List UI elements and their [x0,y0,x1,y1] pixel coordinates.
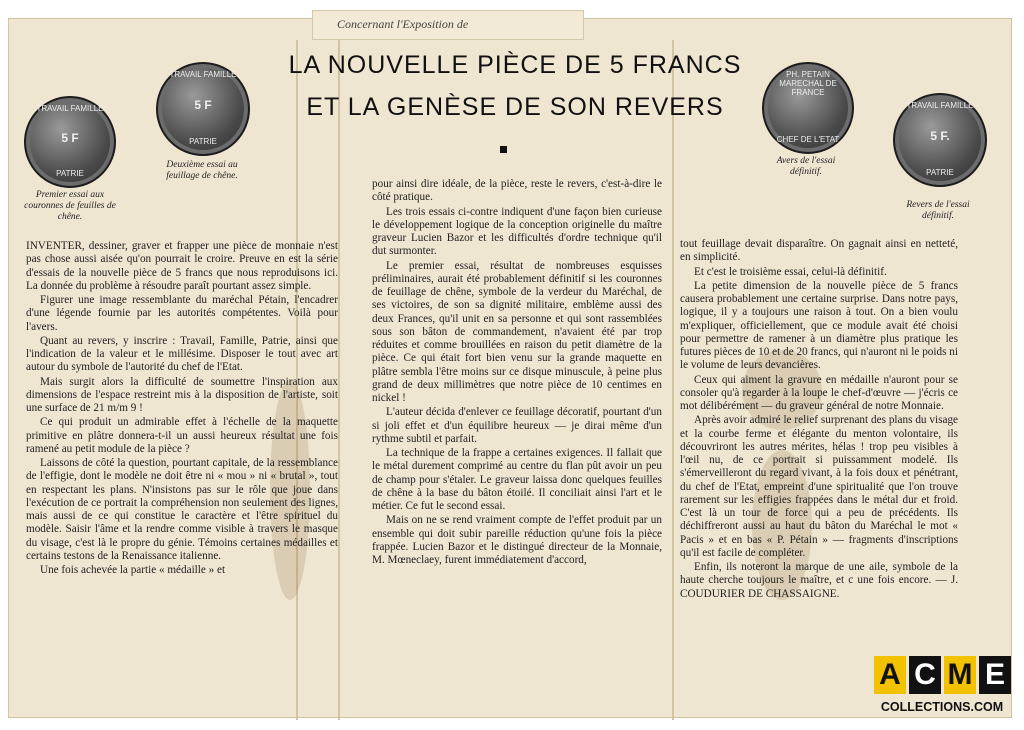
coin-rim-text: TRAVAIL FAMILLE [169,70,237,79]
coin-first-essay [24,96,116,188]
paragraph: Une fois achevée la partie « médaille » et [40,564,226,576]
logo-letter: M [944,656,976,694]
coin-value: 5 F [61,131,79,146]
coin-value: 5 F [194,98,212,113]
caption-avers: Avers de l'essai définitif. [776,156,836,177]
paragraph: INVENTER, dessiner, graver et frapper une pièce de monnaie n'est pas chose aussi aisée qu'on pourrait le croire. Preuve en est la série d'essais de la nouvelle pièce de 5 francs que nous reproduisons ici. La donnée du problème à résoudre paraît pourtant assez simple. [26,240,338,292]
logo-letter-tiles [874,656,1011,694]
coin-bottom-text: PATRIE [189,137,217,146]
coin-rim-text: PH. PETAIN MARECHAL DE FRANCE [779,70,837,97]
coin-value: 5 F. [930,129,950,144]
article-title [240,44,790,128]
coin-bottom-text: CHEF DE L'ETAT [776,135,840,144]
logo-letter: C [909,656,941,694]
article-column-2 [372,178,662,568]
fold-line-center [338,40,340,720]
paragraph: Mais surgit alors la difficulté de soumettre l'inspiration aux dimensions de l'espace restreint mis à la disposition de l'artiste, soit une surface de 21 m/m 9 ! [26,375,338,414]
logo-letter: A [874,656,906,694]
paragraph: Les trois essais ci-contre indiquent d'une façon bien curieuse le développement logique de la conception originelle du maître graveur Lucien Bazor et les difficultés d'ordre technique qu'il dut surmonter. [372,205,662,258]
logo-subtitle: COLLECTIONS.COM [880,700,1004,714]
acme-collections-watermark [868,654,1016,724]
logo-letter: E [979,656,1011,694]
article-column-3 [680,238,958,602]
paragraph: Mais on ne se rend vraiment compte de l'effet produit par un ensemble qui doit subir pareille réduction qu'une fois la pièce frappée. Lucien Bazor et le distingué directeur de la Monnaie, M. Mœneclaey, furent immédiatement d'accord, [372,514,662,566]
coin-rim-text: TRAVAIL FAMILLE [906,101,974,110]
paragraph: Quant au revers, y inscrire : Travail, Famille, Patrie, ainsi que l'indication de la valeur et le millésime. Disposer le tout avec art autour du symbole de l'autorité du chef de l'Etat. [26,334,338,374]
coin-avers-definitive [762,62,854,154]
paragraph: Après avoir admiré le relief surprenant des plans du visage et la courbe ferme et élégante du menton volontaire, ils découvriront les autres mérites, hélas ! trop peu visibles à l'œil nu, de ce portrait si puissamment modelé. Ils s'émerveilleront du regard vivant, à la fois doux et pénétrant, du chef de l'Etat, empreint d'une spiritualité que l'on trouve rarement sur les effigies frappées dans le métal dur et froid. C'est là un tour de force qui a peu de précédents. Ils déchiffreront aussi au haut du bâton du Maréchal le mot « Pacis » et en bas « P. Pétain » — fragments d'inscriptions qu'il est facile de compléter. [680,414,958,559]
paragraph: pour ainsi dire idéale, de la pièce, reste le revers, c'est-à-dire le côté pratique. [372,178,662,204]
paragraph: L'auteur décida d'enlever ce feuillage décoratif, pourtant d'un si joli effet et d'un équilibre heureux — je dirai même d'un rythme subtil et parfait. [372,406,662,445]
coin-rim-text: TRAVAIL FAMILLE [36,104,104,113]
paragraph: Ce qui produit un admirable effet à l'échelle de la maquette primitive en plâtre donnera-t-il un aussi heureux résultat une fois ramené au petit module de la pièce ? [26,416,338,455]
paragraph: Enfin, ils noteront la marque de une aile, symbole de la haute cherche toujours le maître, et c une fois encore. — J. COUDURIER DE CHASSAIGNE. [680,561,958,600]
fold-line-right [672,40,674,720]
coin-revers-definitive [893,93,987,187]
coin-second-essay [156,62,250,156]
paragraph: Figurer une image ressemblante du maréchal Pétain, l'encadrer d'une légende fournie par les autorités compétentes. Voilà pour l'avers. [26,294,338,333]
caption-first-essay: Premier essai aux couronnes de feuilles de chêne. [24,190,116,222]
title-line-2: ET LA GENÈSE DE SON REVERS [306,93,724,121]
paragraph: Et c'est le troisième essai, celui-là définitif. [694,265,887,278]
paragraph: Laissons de côté la question, pourtant capitale, de la ressemblance de l'effigie, dont le modèle ne doit être ni « mou » ni « brutal », tout en respectant les plans. N'insistons pas sur le rôle que joue dans l'exécution de ce portrait la compréhension non seulement des lignes, mais aussi de ce qui constitue le caractère et l'être spirituel du modèle. Saisir l'âme et la rendre comme visible à travers le masque du visage, c'est là le propre du génie. Témoins certaines médailles et certains testons de la Renaissance italienne. [26,457,338,562]
header-strip [312,10,584,40]
paragraph: La technique de la frappe a certaines exigences. Il fallait que le métal durement comprimé au centre du flan pût avoir un peu de champ pour s'étaler. Le graveur laissa donc quelques feuilles de chêne à la base du bâton étoilé. Il conciliait ainsi l'art et le métier. Ce fut le second essai. [372,447,662,512]
paragraph: tout feuillage devait disparaître. On gagnait ainsi en netteté, en simplicité. [680,238,958,264]
paragraph: Ceux qui aiment la gravure en médaille n'auront pour se consoler qu'à regarder à la loupe le chef-d'œuvre — j'écris ce mot délibérément — du graveur général de notre Monnaie. [680,373,958,412]
header-strip-text: Concernant l'Exposition de [337,17,469,31]
article-column-1 [26,240,338,578]
title-line-1: LA NOUVELLE PIÈCE DE 5 FRANCS [288,51,742,79]
coin-bottom-text: PATRIE [56,169,84,178]
title-ornament [500,146,507,153]
caption-revers: Revers de l'essai définitif. [906,200,970,221]
paragraph: La petite dimension de la nouvelle pièce de 5 francs causera probablement une certaine surprise. Dans notre pays, logique, il y a toujours une raison à tout. On a bien voulu m'expliquer, officiellement, que ce module avait été choisi pour permettre de ramener à un diamètre plus pratique les futures pièces de 10 et de 20 francs, qui n'auront ni le poids ni le volume de leurs devancières. [680,279,958,372]
coin-bottom-text: PATRIE [926,168,954,177]
caption-second-essay: Deuxième essai au feuillage de chêne. [166,160,238,181]
paragraph: Le premier essai, résultat de nombreuses esquisses préliminaires, aurait été probablement définitif si les couronnes de feuillage de chêne, symbole de la verdeur du Maréchal, de ses victoires, de son sa dignité militaire, emblème aussi des deux Frances, qu'il unit en sa personne et qui sont rassemblées sous son bâton de commandement, n'avaient été par trop réduites et comme brouillées en raison du petit diamètre de la pièce. Ce qui était fort bien venu sur la grande maquette en plâtre sembla l'être moins sur ce disque minuscule, à peine plus grand de deux millimètres que notre pièce de 10 centimes en nickel ! [372,259,662,404]
